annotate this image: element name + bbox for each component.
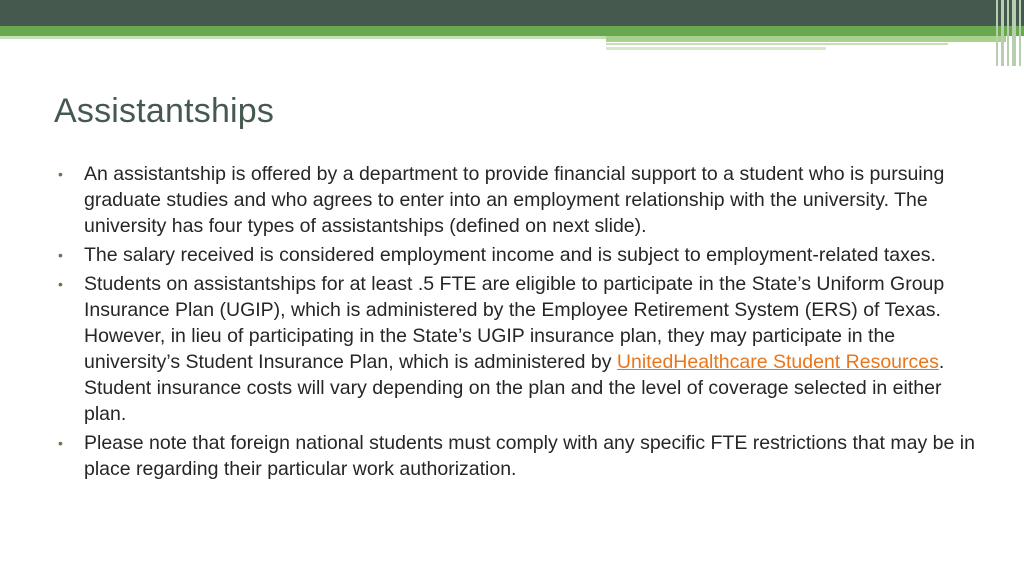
bullet-item: [58, 242, 978, 268]
corner-stripes-decoration: [994, 0, 1024, 66]
header-green-band: [0, 26, 1024, 36]
bullet-text-before-link: Students on assistantships for at least .5 FTE are eligible to participate in the State’s Uniform Group Insurance Plan (UGIP), which is administered by the Employee Retirement System (ERS) of Texas. However, in lieu of participating in the State’s UGIP insurance plan, they may participate in the university’s Student Insurance Plan, which is administered by: [84, 273, 945, 373]
bullet-dot-icon: •: [58, 276, 63, 292]
header-thin-line: [606, 43, 948, 45]
header-accent-line-right: [606, 36, 1006, 42]
bullet-item: [58, 271, 978, 427]
header-thin-line-2: [606, 47, 826, 50]
unitedhealthcare-link[interactable]: UnitedHealthcare Student Resources: [616, 351, 939, 373]
bullet-item: [58, 161, 978, 239]
bullet-list: [58, 161, 978, 485]
bullet-text: The salary received is considered employment income and is subject to employment-related taxes.: [84, 244, 936, 266]
bullet-text: Please note that foreign national students must comply with any specific FTE restrictions that may be in place regarding their particular work authorization.: [84, 432, 975, 480]
bullet-dot-icon: •: [58, 247, 63, 263]
bullet-dot-icon: •: [58, 166, 63, 182]
bullet-text-after-link: . Student insurance costs will vary depending on the plan and the level of coverage selected in either plan.: [84, 351, 945, 425]
slide-title: Assistantships: [54, 92, 275, 130]
header-decoration: [0, 0, 1024, 52]
bullet-dot-icon: •: [58, 435, 63, 451]
header-accent-line-left: [0, 36, 606, 39]
bullet-item: [58, 430, 978, 482]
header-dark-band: [0, 0, 1024, 26]
bullet-text: An assistantship is offered by a department to provide financial support to a student who is pursuing graduate studies and who agrees to enter into an employment relationship with the university. The university has four types of assistantships (defined on next slide).: [84, 163, 945, 237]
